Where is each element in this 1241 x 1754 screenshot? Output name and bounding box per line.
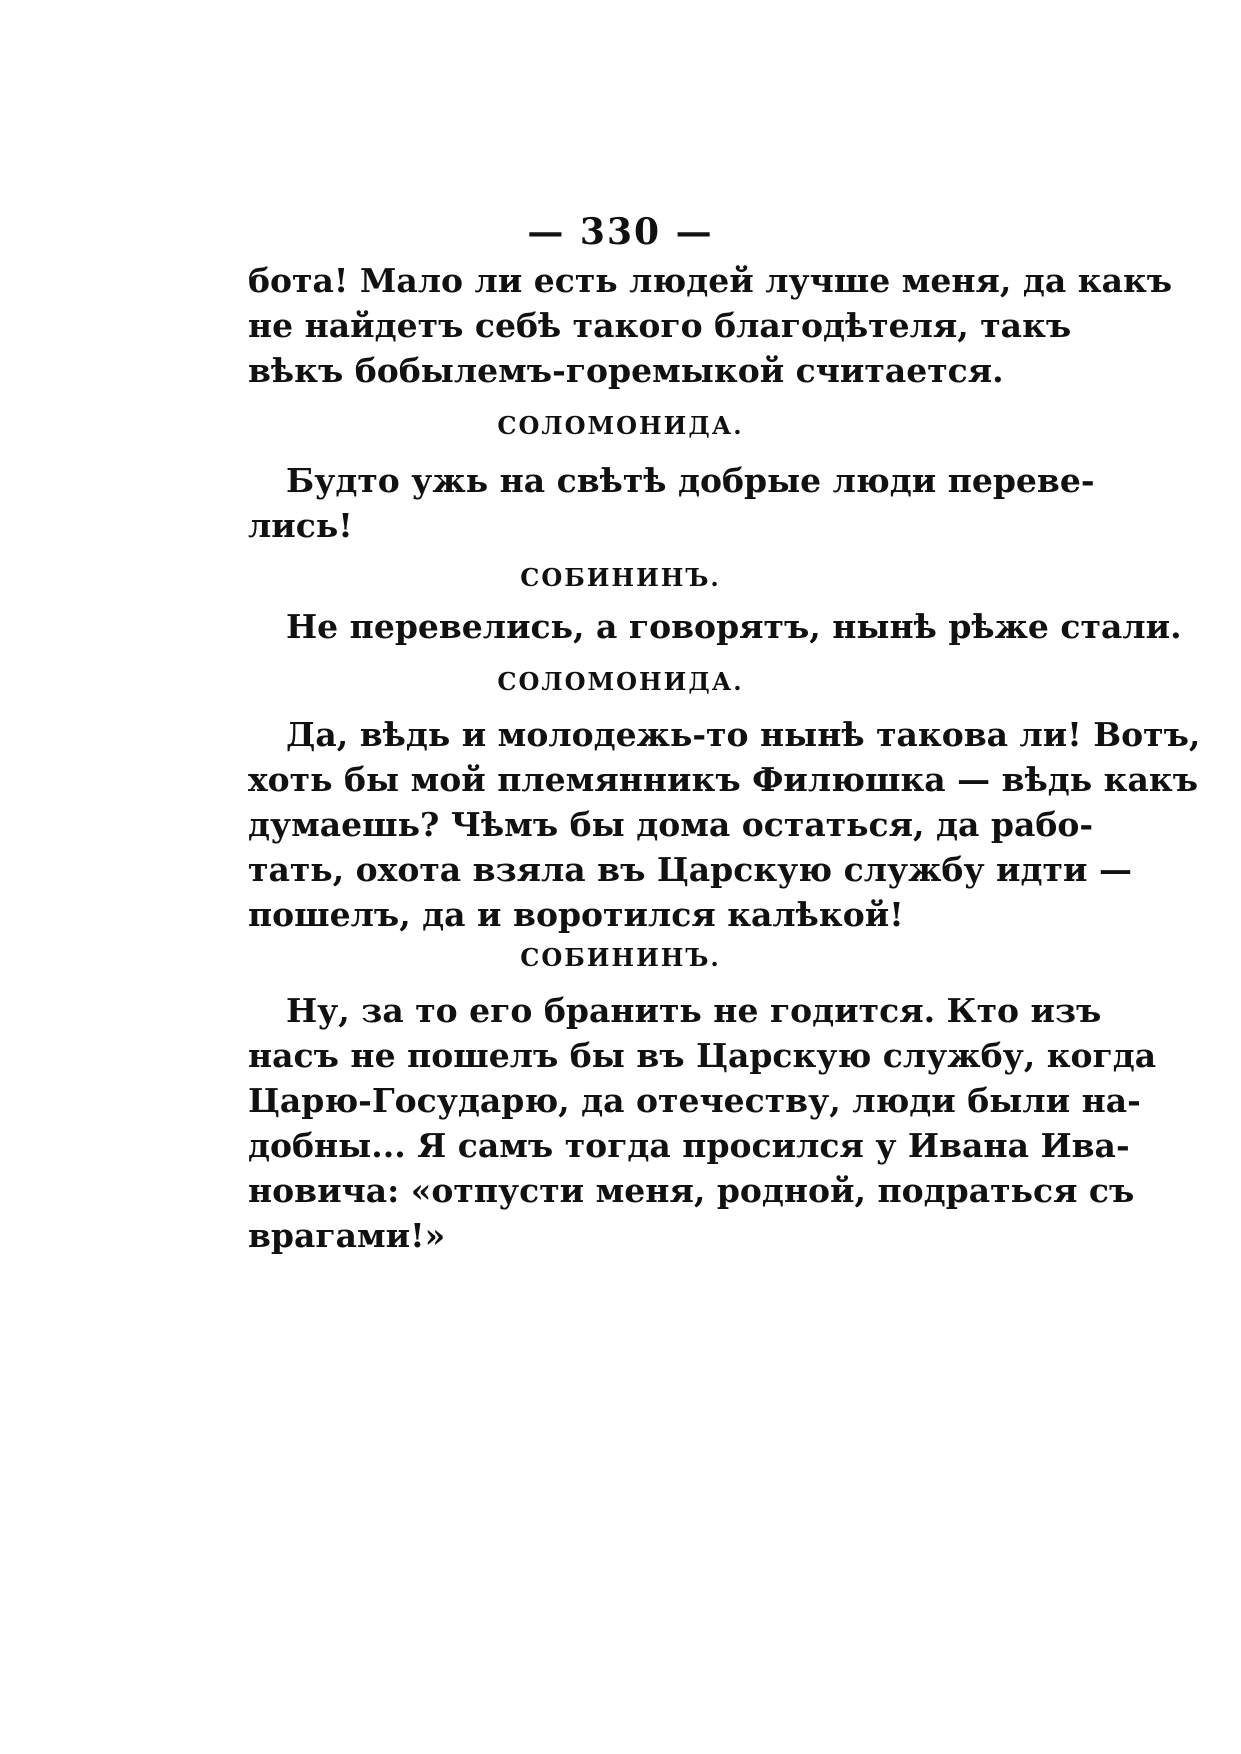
text-line: насъ не пошелъ бы въ Царскую службу, когда xyxy=(248,1036,1157,1075)
page-number: — 330 — xyxy=(527,211,714,253)
paragraph-3 xyxy=(248,604,1182,649)
text-line: пошелъ, да и воротился калѣкой! xyxy=(248,895,904,934)
text-line: врагами!» xyxy=(248,1216,446,1255)
text-line: не найдетъ себѣ такого благодѣтеля, такъ xyxy=(248,306,1072,345)
text-line: Ну, за то его бранить не годится. Кто изъ xyxy=(286,991,1102,1030)
text-line: бота! Мало ли есть людей лучше меня, да какъ xyxy=(248,261,1173,300)
text-line: новича: «отпусти меня, родной, подраться съ xyxy=(248,1171,1135,1210)
text-line: вѣкъ бобылемъ-горемыкой считается. xyxy=(248,351,1004,390)
paragraph-1 xyxy=(248,258,1173,393)
speaker-heading: СОЛОМОНИДА. xyxy=(497,411,744,440)
text-line: тать, охота взяла въ Царскую службу идти — xyxy=(248,850,1132,889)
speaker-heading: СОБИНИНЪ. xyxy=(520,563,721,592)
paragraph-4 xyxy=(248,712,1201,937)
text-line: Не перевелись, а говорятъ, нынѣ рѣже стали. xyxy=(286,607,1182,646)
text-line: Да, вѣдь и молодежь-то нынѣ такова ли! Вотъ, xyxy=(286,715,1201,754)
paragraph-5 xyxy=(248,988,1157,1258)
text-line: добны... Я самъ тогда просился у Ивана Ива- xyxy=(248,1126,1130,1165)
text-line: Будто ужь на свѣтѣ добрые люди переве- xyxy=(286,461,1095,500)
speaker-heading: СОЛОМОНИДА. xyxy=(497,667,744,696)
text-line: думаешь? Чѣмъ бы дома остаться, да рабо- xyxy=(248,805,1094,844)
text-line: лись! xyxy=(248,506,353,545)
speaker-heading: СОБИНИНЪ. xyxy=(520,943,721,972)
paragraph-2 xyxy=(248,458,1095,548)
text-line: хоть бы мой племянникъ Филюшка — вѣдь какъ xyxy=(248,760,1199,799)
text-line: Царю-Государю, да отечеству, люди были на- xyxy=(248,1081,1141,1120)
